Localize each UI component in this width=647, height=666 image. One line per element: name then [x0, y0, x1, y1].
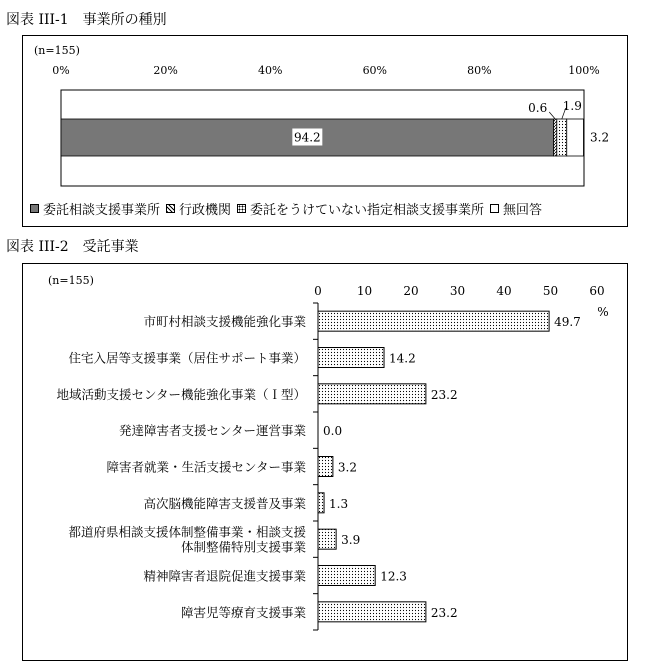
fig2-x-tick-label: 30 [449, 284, 466, 298]
fig2-x-tick-label: 60 [589, 284, 605, 298]
fig2-category-label: 精神障害者退院促進支援事業 [143, 568, 306, 584]
figure2-title: 図表 III-2 受託事業 [6, 239, 139, 255]
fig2-category-label: 地域活動支援センター機能強化事業（Ｉ型） [56, 386, 306, 402]
fig1-data-label: 94.2 [293, 130, 321, 145]
fig1-x-tick-label: 0% [52, 64, 70, 77]
fig2-category-label: 市町村相談支援機能強化事業 [143, 314, 306, 330]
fig1-data-label: 3.2 [590, 130, 610, 145]
fig2-bar [318, 311, 549, 331]
fig2-bar [318, 457, 333, 477]
fig2-bar [318, 566, 375, 586]
legend-label-no-answer: 無回答 [503, 203, 543, 218]
fig2-data-label: 0.0 [323, 424, 343, 439]
fig2-x-tick-label: 20 [403, 284, 419, 298]
fig2-data-label: 12.3 [380, 569, 407, 584]
fig2-bar [318, 493, 324, 513]
legend-label-consigned: 委託相談支援事業所 [43, 203, 161, 218]
fig2-data-label: 1.3 [329, 496, 349, 511]
legend-label-government: 行政機関 [179, 203, 232, 218]
fig2-bar [318, 348, 384, 368]
legend-label-designated: 委託をうけていない指定相談支援事業所 [250, 203, 485, 218]
fig1-x-tick-label: 60% [362, 64, 388, 77]
fig2-x-tick-label: 50 [542, 284, 559, 298]
fig2-category-label: 住宅入居等支援事業（居住サポート事業） [68, 350, 306, 366]
fig2-data-label: 23.2 [430, 387, 458, 402]
figure2-sample-size: (n=155) [48, 274, 94, 287]
fig2-x-tick-label: 0 [314, 284, 322, 298]
fig2-bar [318, 602, 426, 622]
fig1-x-tick-label: 80% [467, 64, 492, 77]
fig2-data-label: 14.2 [389, 351, 416, 366]
fig2-category-label: 都道府県相談支援体制整備事業・相談支援 [68, 524, 306, 540]
fig2-bar [318, 384, 426, 404]
fig2-category-label: 発達障害者支援センター運営事業 [118, 423, 306, 439]
figure1-sample-size: (n=155) [34, 44, 80, 57]
fig2-category-label: 障害者就業・生活支援センター事業 [106, 459, 306, 475]
fig2-category-label: 高次脳機能障害支援普及事業 [143, 495, 306, 511]
fig1-x-tick-label: 100% [568, 64, 600, 77]
fig2-data-label: 23.2 [430, 605, 458, 620]
figure1-title: 図表 III-1 事業所の種別 [6, 12, 167, 28]
fig2-x-tick-label: 10 [356, 284, 373, 298]
fig1-data-label: 0.6 [528, 101, 548, 115]
fig2-data-label: 3.9 [341, 533, 361, 548]
fig2-bar [318, 529, 336, 549]
fig2-category-label: 体制整備特別支援事業 [180, 539, 306, 555]
fig2-data-label: 3.2 [337, 460, 357, 475]
fig1-data-label: 1.9 [562, 99, 582, 113]
fig1-x-tick-label: 20% [153, 64, 178, 77]
fig2-unit-label: % [597, 305, 609, 319]
fig2-x-tick-label: 40 [496, 284, 512, 298]
fig1-x-tick-label: 40% [257, 64, 283, 77]
fig2-category-label: 障害児等療育支援事業 [180, 604, 306, 620]
fig2-data-label: 49.7 [554, 315, 581, 330]
